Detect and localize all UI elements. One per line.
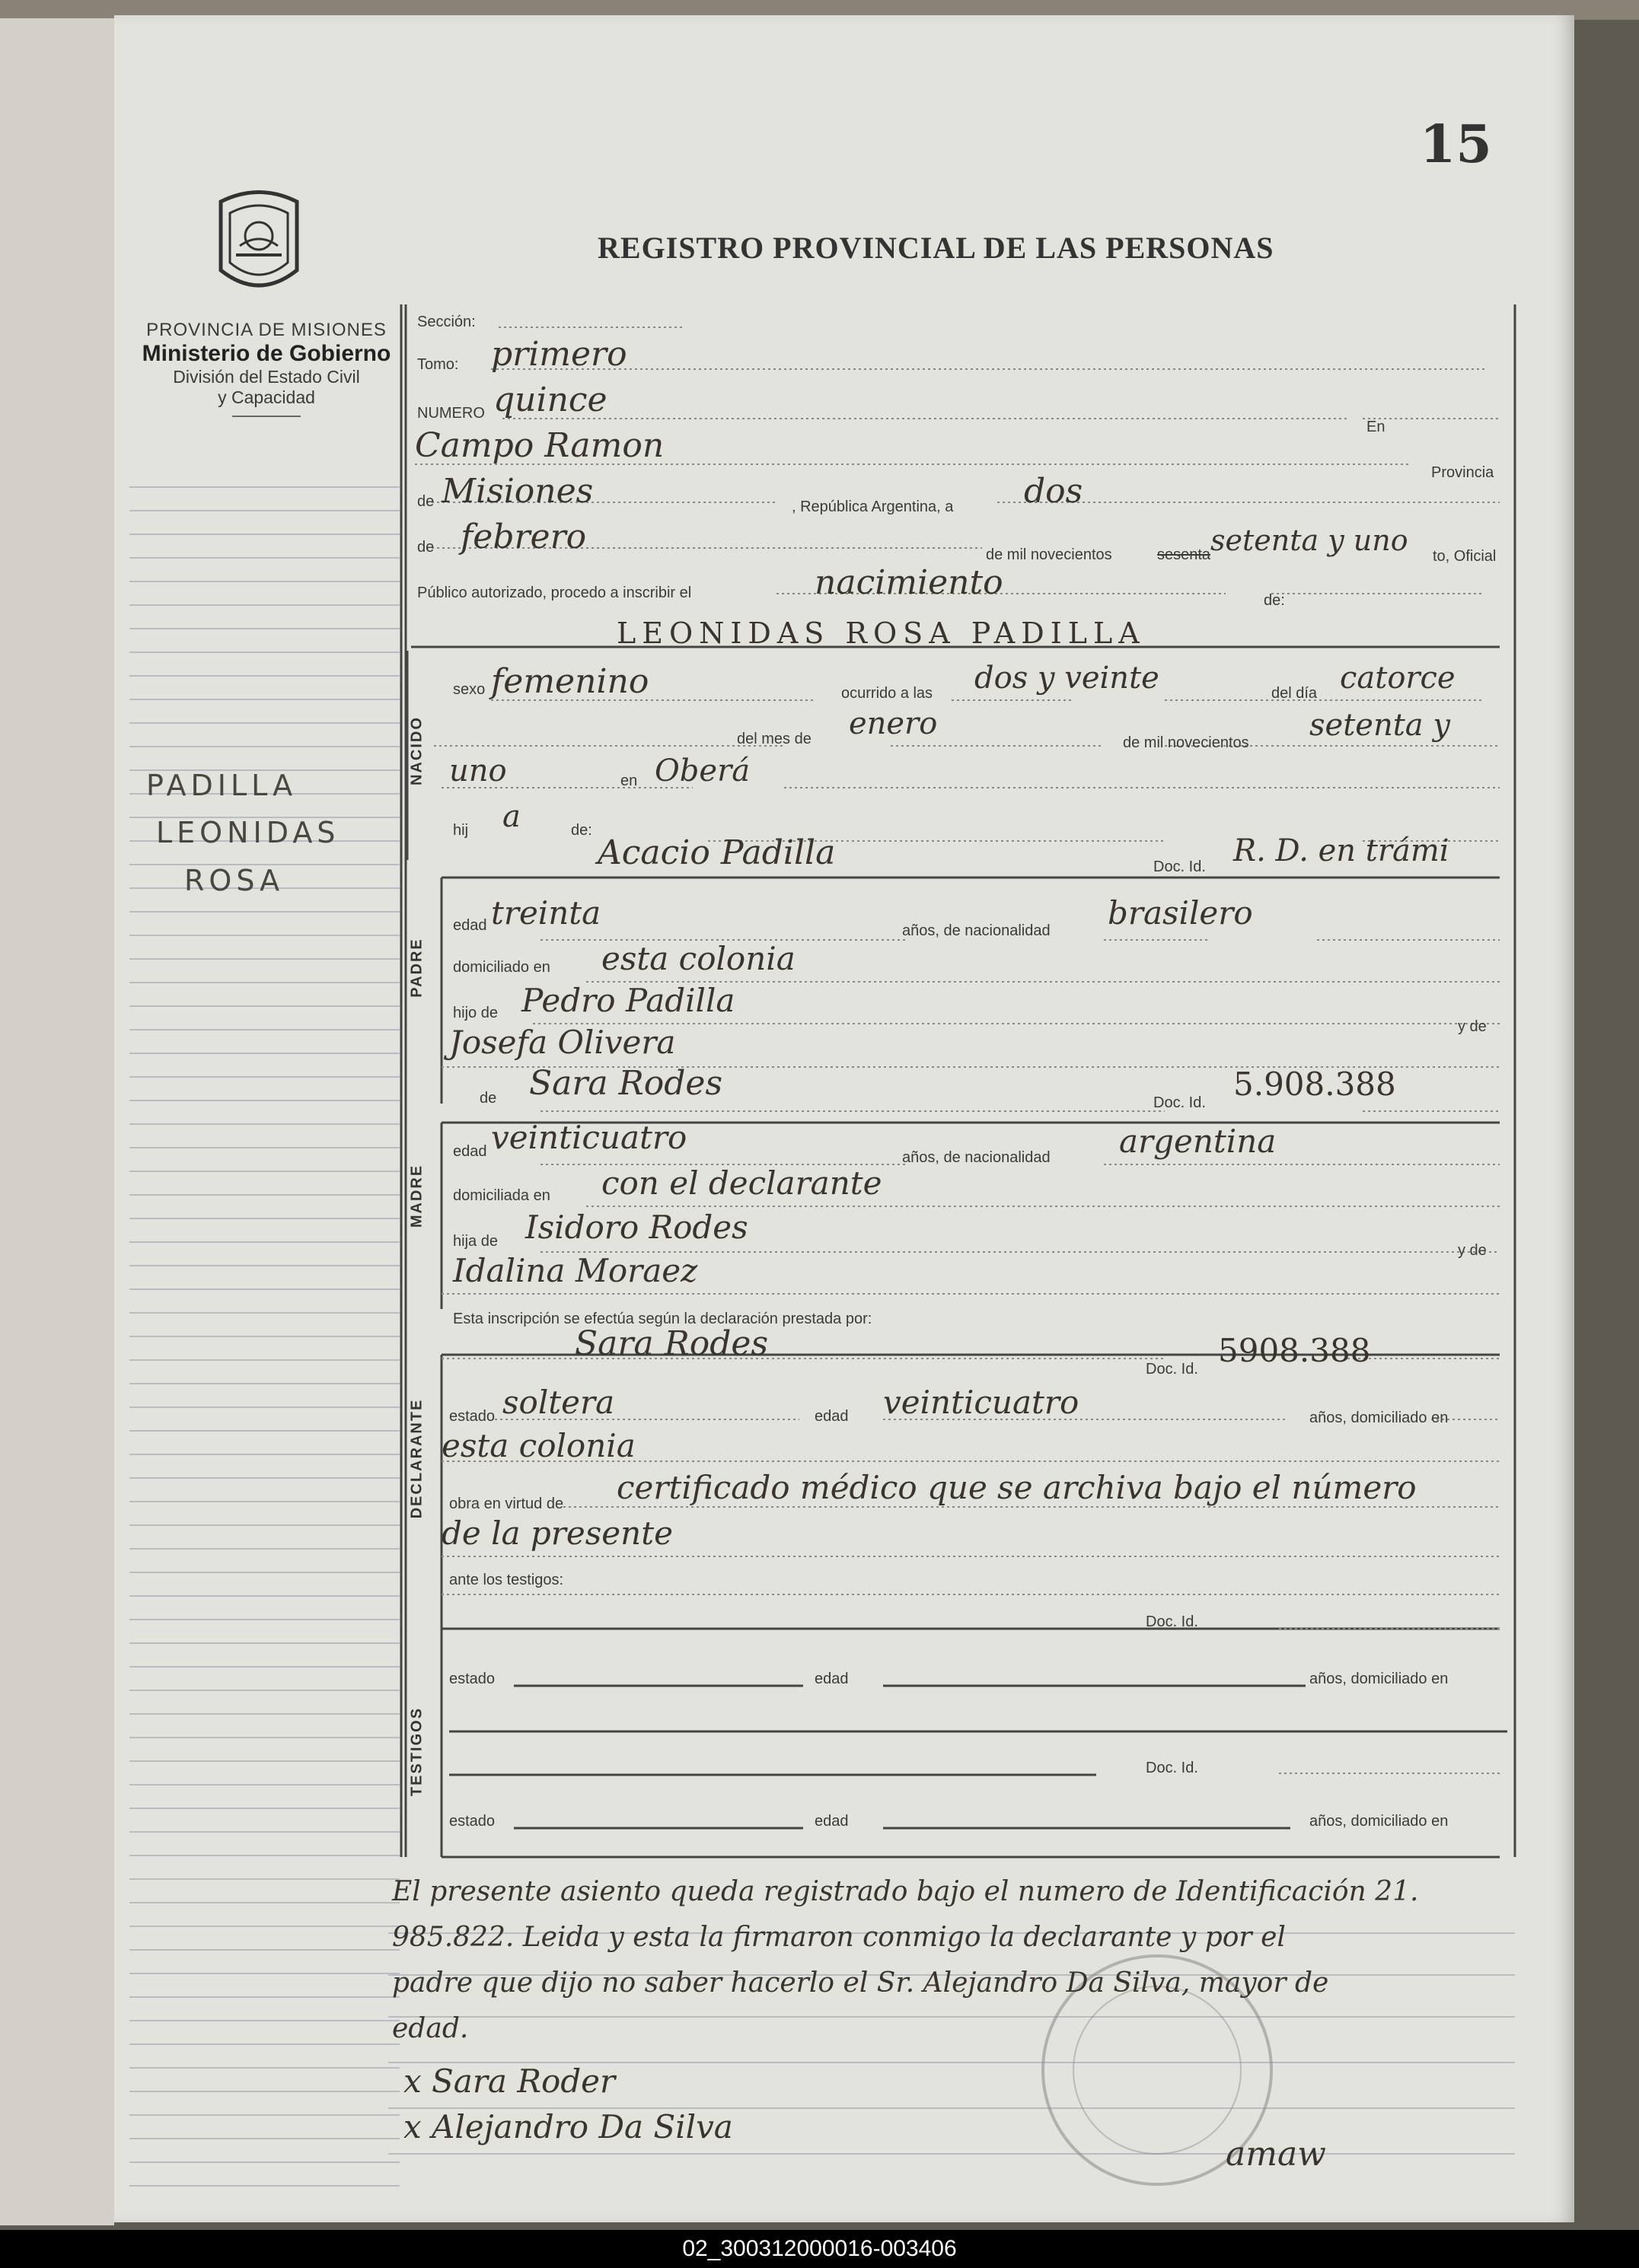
section-label-madre: MADRE	[408, 1164, 426, 1228]
label-de-mil-nov: de mil novecientos	[1123, 734, 1249, 751]
field-decl-obra: certificado médico que se archiva bajo el número	[617, 1469, 1417, 1506]
label-obra: obra en virtud de	[449, 1496, 564, 1512]
label-y-de: y de	[1458, 1018, 1487, 1035]
label-doc-id: Doc. Id.	[1146, 1613, 1198, 1630]
label-de: de	[480, 1090, 497, 1107]
section-label-padre: PADRE	[408, 938, 426, 998]
field-decl-edad: veinticuatro	[883, 1384, 1079, 1421]
note-line: edad.	[392, 2013, 469, 2044]
signature: x Alejandro Da Silva	[403, 2108, 733, 2145]
label-de: de	[417, 493, 435, 510]
note-line: 985.822. Leida y esta la firmaron conmigo la declarante y por el	[392, 1922, 1286, 1953]
label-de-colon: de:	[571, 822, 592, 839]
label-seccion: Sección:	[417, 314, 476, 330]
agency-line: y Capacidad	[218, 387, 315, 407]
label-doc-id: Doc. Id.	[1153, 858, 1206, 875]
label-doc-id: Doc. Id.	[1146, 1361, 1198, 1378]
signature: x Sara Roder	[403, 2063, 616, 2100]
field-padre-madre: Josefa Olivera	[449, 1024, 676, 1061]
label-doc-id: Doc. Id.	[1146, 1760, 1198, 1776]
field-mes-nac: enero	[849, 706, 938, 741]
label-anios-nac: años, de nacionalidad	[902, 1149, 1051, 1166]
label-numero: NUMERO	[417, 405, 485, 422]
field-acto: nacimiento	[815, 563, 1003, 602]
label-publico: Público autorizado, procedo a inscribir el	[417, 585, 692, 601]
label-hijo-de: hijo de	[453, 1005, 498, 1021]
footer-id: 02_300312000016-003406	[682, 2236, 957, 2261]
province-seal	[213, 186, 305, 301]
field-padre-dom: esta colonia	[601, 940, 796, 977]
field-madre-edad: veinticuatro	[491, 1119, 687, 1156]
field-declarante-doc: 5908.388	[1218, 1332, 1371, 1369]
label-de-mil: de mil novecientos	[986, 546, 1112, 563]
field-padre-nac: brasilero	[1108, 894, 1253, 932]
label-domiciliada: domiciliada en	[453, 1187, 550, 1204]
field-declarante: Sara Rodes	[575, 1324, 769, 1363]
label-edad: edad	[815, 1408, 849, 1425]
label-hija-de: hija de	[453, 1233, 498, 1250]
section-label-declarante: DECLARANTE	[408, 1398, 426, 1519]
field-hora: dos y veinte	[974, 661, 1159, 696]
agency-line: Ministerio de Gobierno	[142, 341, 391, 366]
field-anio: setenta y uno	[1210, 524, 1408, 557]
field-en: Campo Ramon	[415, 426, 665, 465]
document-sheet	[114, 15, 1574, 2222]
field-madre-madre: Idalina Moraez	[453, 1252, 698, 1289]
label-republica: , República Argentina, a	[792, 499, 954, 515]
label-anios-dom: años, domiciliado en	[1309, 1410, 1449, 1426]
label-anios-dom: años, domiciliado en	[1309, 1813, 1449, 1830]
label-ocurrido: ocurrido a las	[841, 685, 933, 702]
seal-emblem-icon	[213, 186, 305, 301]
label-provincia: Provincia	[1431, 464, 1494, 481]
note-line: padre que dijo no saber hacerlo el Sr. Alejandro Da Silva, mayor de	[392, 1967, 1329, 1999]
field-dia-nac: catorce	[1340, 661, 1456, 696]
label-tomo: Tomo:	[417, 356, 459, 373]
label-del-dia: del día	[1271, 685, 1318, 702]
margin-name-line: ROSA	[184, 864, 285, 897]
agency-header	[129, 320, 403, 417]
label-en: en	[620, 772, 638, 789]
label-de: de	[417, 539, 435, 556]
label-edad: edad	[815, 1813, 849, 1830]
field-anio-nac: setenta y	[1309, 708, 1450, 743]
field-padre-edad: treinta	[491, 894, 601, 932]
document-title: REGISTRO PROVINCIAL DE LAS PERSONAS	[598, 231, 1274, 265]
field-mes: febrero	[461, 518, 587, 556]
label-anios-dom: años, domiciliado en	[1309, 1671, 1449, 1687]
official-signature: amaw	[1226, 2135, 1326, 2174]
field-madre-padre: Isidoro Rodes	[525, 1209, 748, 1246]
section-label-testigos: TESTIGOS	[408, 1706, 426, 1797]
field-dia: dos	[1024, 472, 1083, 511]
field-tomo: primero	[491, 335, 627, 374]
agency-line: PROVINCIA DE MISIONES	[146, 320, 387, 340]
field-decl-estado: soltera	[502, 1384, 615, 1421]
label-de-colon: de:	[1264, 592, 1285, 609]
label-hij: hij	[453, 822, 469, 839]
margin-name-line: LEONIDAS	[156, 816, 340, 849]
label-edad: edad	[453, 1143, 487, 1160]
left-page-edge	[0, 18, 114, 2225]
field-lugar: Oberá	[655, 753, 751, 788]
label-edad: edad	[815, 1671, 849, 1687]
label-edad: edad	[453, 917, 487, 934]
label-ante: ante los testigos:	[449, 1572, 564, 1588]
field-padre-padre: Pedro Padilla	[521, 982, 735, 1019]
label-anios-nac: años, de nacionalidad	[902, 922, 1051, 939]
field-decl-dom: esta colonia	[442, 1427, 636, 1464]
field-numero: quince	[493, 381, 607, 419]
label-del-mes: del mes de	[737, 731, 812, 747]
section-label-nacido: NACIDO	[408, 716, 426, 785]
label-oficial: to, Oficial	[1433, 548, 1497, 565]
label-en: En	[1366, 419, 1385, 435]
field-madre: Sara Rodes	[529, 1064, 723, 1103]
page-number: 15	[1420, 114, 1492, 175]
field-padre-doc: R. D. en trámi	[1233, 833, 1449, 868]
agency-line: División del Estado Civil	[173, 367, 360, 387]
field-madre-dom: con el declarante	[601, 1164, 882, 1202]
label-doc-id: Doc. Id.	[1153, 1094, 1206, 1111]
margin-name-line: PADILLA	[146, 769, 298, 802]
label-estado: estado	[449, 1813, 496, 1830]
label-y-de: y de	[1458, 1242, 1487, 1259]
label-sexo: sexo	[453, 681, 486, 698]
label-estado: estado	[449, 1671, 496, 1687]
field-madre-nac: argentina	[1119, 1123, 1277, 1160]
label-esta-inscripcion: Esta inscripción se efectúa según la declaración prestada por:	[453, 1311, 872, 1327]
label-estado: estado	[449, 1408, 496, 1425]
struck-word: sesenta	[1157, 546, 1211, 563]
field-padre: Acacio Padilla	[598, 833, 836, 872]
field-hij: a	[502, 799, 521, 834]
field-nombre: LEONIDAS ROSA PADILLA	[617, 616, 1146, 650]
field-sexo: femenino	[491, 662, 649, 701]
field-madre-doc: 5.908.388	[1233, 1066, 1396, 1103]
field-provincia: Misiones	[442, 472, 594, 511]
field-anio-nac-2: uno	[449, 753, 507, 788]
field-decl-obra-2: de la presente	[442, 1515, 673, 1552]
label-domiciliado: domiciliado en	[453, 959, 550, 976]
note-line: El presente asiento queda registrado bajo el numero de Identificación 21.	[392, 1876, 1419, 1907]
